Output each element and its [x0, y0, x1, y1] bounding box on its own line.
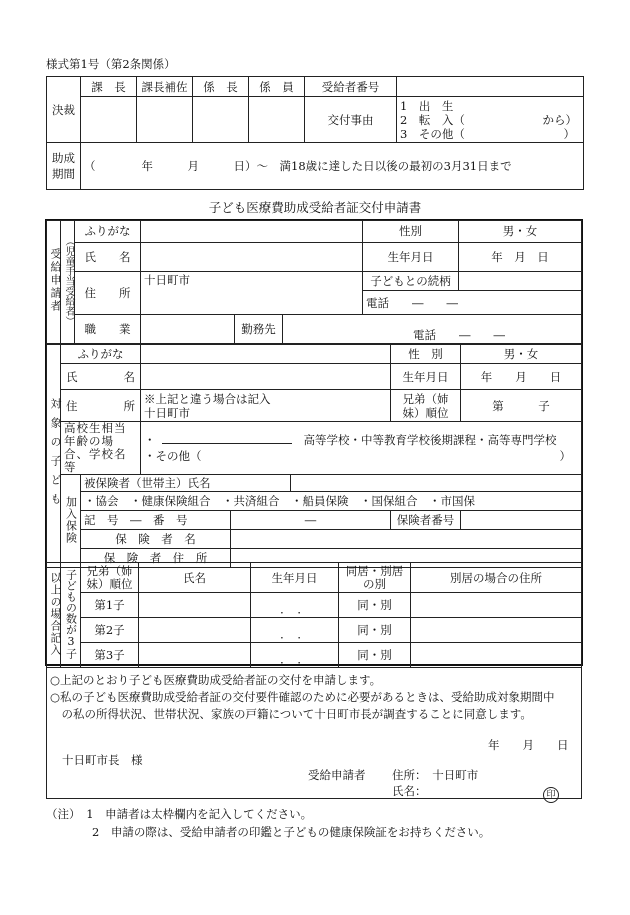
sibling-row-3-address[interactable] [411, 643, 582, 668]
sibling-row-3-order: 第3子 [81, 643, 139, 668]
applicant-job-field[interactable] [141, 315, 235, 344]
insured-name-label: 被保険者（世帯主）氏名 [81, 475, 291, 492]
insurer-name-field[interactable] [231, 530, 582, 549]
applicant-name-field[interactable] [141, 242, 363, 271]
applicant-furigana-label: ふりがな [75, 221, 141, 243]
school-field[interactable] [141, 422, 582, 475]
applicant-work-label: 勤務先 [235, 315, 283, 344]
application-date[interactable]: 年 月 日 [488, 738, 569, 752]
applicant-address-field[interactable] [141, 271, 363, 315]
applicant-dob-value[interactable]: 年 月 日 [459, 242, 582, 271]
note-2: 2 申請の際は、受給申請者の印鑑と子どもの健康保険証をお持ちください。 [46, 825, 491, 839]
consent-line-3: の私の所得状況、世帯状況、家族の戸籍について十日町市長が調査することに同意します。 [50, 707, 532, 721]
stamp-manager[interactable] [81, 97, 137, 143]
stamp-deputy[interactable] [137, 97, 193, 143]
sibling-row-2-dob[interactable]: ． ． [251, 618, 339, 643]
child-side-label: 対象の子ども [49, 397, 62, 512]
applicant-address-label: 住 所 [75, 271, 141, 315]
insurance-side-label: 加入保険 [64, 495, 78, 544]
insurer-number-field[interactable] [461, 511, 582, 530]
reason-options[interactable] [397, 97, 584, 143]
applicant-job-label: 職 業 [75, 315, 141, 344]
child-name-label: 氏 名 [61, 364, 141, 390]
child-address-note: ※上記と違う場合は記入 [144, 391, 271, 406]
school-bullet: ・ [144, 433, 156, 447]
recipient-number-field[interactable] [397, 77, 584, 97]
applicant-relation-label: 子どもとの続柄 [363, 271, 459, 291]
applicant-sex-value[interactable]: 男・女 [459, 221, 582, 243]
stamp-chief[interactable] [193, 97, 249, 143]
decision-table [46, 76, 584, 190]
insurer-address-label: 保 険 者 住 所 [81, 549, 231, 568]
recipient-number-label: 受給者番号 [305, 77, 397, 97]
sibling-order-header: 兄弟（姉妹）順位 [81, 563, 139, 593]
applicant-relation-field[interactable] [459, 271, 582, 291]
school-types: 高等学校・中等教育学校後期課程・高等専門学校 [303, 433, 557, 447]
header-chief: 係 長 [193, 77, 249, 97]
school-name-line[interactable] [162, 443, 292, 444]
child-town: 十日町市 [144, 405, 190, 420]
sibling-row-1-address[interactable] [411, 593, 582, 618]
consent-line-1: ○上記のとおり子ども医療費助成受給者証の交付を申請します。 [50, 673, 382, 687]
child-furigana-label: ふりがな [61, 345, 141, 364]
child-table [46, 344, 582, 568]
form-title: 子ども医療費助成受給者証交付申請書 [208, 200, 422, 215]
sibling-address-header: 別居の場合の住所 [411, 563, 582, 593]
insurance-types[interactable]: ・協会 ・健康保険組合 ・共済組合 ・船員保険 ・国保組合 ・市国保 [81, 492, 582, 511]
sibling-row-1-cohab[interactable]: 同・別 [339, 593, 411, 618]
school-label: 高校生相当年齢の場合、学校名等 [61, 422, 141, 475]
reason-other-close: ） [563, 126, 575, 141]
note-1: （注） 1 申請者は太枠欄内を記入してください。 [46, 807, 313, 821]
child-address-label: 住 所 [61, 390, 141, 422]
child-dob-value[interactable]: 年 月 日 [461, 364, 582, 390]
sibling-row-2-order: 第2子 [81, 618, 139, 643]
consent-line-2: ○私の子ども医療費助成受給者証の交付要件確認のために必要があるときは、受給助成対象期間中 [50, 690, 555, 704]
period-label: 助成期間 [47, 143, 81, 190]
sibling-row-3-cohab[interactable]: 同・別 [339, 643, 411, 668]
decision-label: 決裁 [47, 77, 81, 143]
header-manager: 課 長 [81, 77, 137, 97]
sign-address[interactable]: 住所： 十日町市 [392, 768, 479, 782]
child-address-field[interactable] [141, 390, 391, 422]
insurer-name-label: 保 険 者 名 [81, 530, 231, 549]
applicant-dob-label: 生年月日 [363, 242, 459, 271]
reason-birth: 1 出 生 [400, 98, 454, 113]
applicant-side-sub: （児童手当受給者） [63, 235, 74, 326]
applicant-table [46, 220, 582, 344]
seal-icon [543, 782, 559, 803]
sibling-cohab-header: 同居・別居の別 [339, 563, 411, 593]
applicant-work-tel[interactable]: 電話 ― ― [283, 315, 582, 344]
school-other: ・その他（ [144, 449, 202, 463]
sibling-row-1-dob[interactable]: ． ． [251, 593, 339, 618]
sign-applicant-label: 受給申請者 [308, 768, 366, 782]
siblings-side-label-2: 子どもの数が3子 [64, 568, 78, 659]
mayor-addressee: 十日町市長 様 [62, 753, 143, 767]
siblings-side-label: 以上の場合記入 [49, 571, 62, 656]
school-other-close: ） [559, 449, 571, 463]
sign-name[interactable]: 氏名： [392, 784, 427, 798]
sibling-name-header: 氏名 [139, 563, 251, 593]
applicant-tel[interactable]: 電話 ― ― [363, 291, 582, 315]
child-furigana-field[interactable] [141, 345, 391, 364]
reason-label: 交付事由 [305, 97, 397, 143]
header-deputy: 課長補佐 [137, 77, 193, 97]
child-order-value[interactable]: 第 子 [461, 390, 582, 422]
child-order-label: 兄弟（姉妹）順位 [391, 390, 461, 422]
applicant-name-label: 氏 名 [75, 242, 141, 271]
form-number: 様式第1号（第2条関係） [46, 57, 176, 71]
insurance-number-label: 記 号 ― 番 号 [81, 511, 231, 530]
applicant-sex-label: 性別 [363, 221, 459, 243]
header-staff: 係 員 [249, 77, 305, 97]
child-name-field[interactable] [141, 364, 391, 390]
reason-moving-in: 2 転 入（ [400, 112, 465, 127]
insurer-number-label: 保険者番号 [391, 511, 461, 530]
reason-moving-in-close: から） [542, 112, 577, 127]
applicant-town: 十日町市 [144, 272, 190, 287]
sibling-row-2-cohab[interactable]: 同・別 [339, 618, 411, 643]
applicant-side-label: 受給申請者 [49, 248, 62, 313]
child-sex-label: 性 別 [391, 345, 461, 364]
insurance-number-field[interactable]: ― [231, 511, 391, 530]
siblings-table [46, 562, 582, 668]
reason-other: 3 その他（ [400, 126, 465, 141]
sibling-row-3-dob[interactable]: ． ． [251, 643, 339, 668]
child-dob-label: 生年月日 [391, 364, 461, 390]
seal-mark: 印 [543, 787, 559, 803]
insured-name-field[interactable] [291, 475, 582, 492]
stamp-staff[interactable] [249, 97, 305, 143]
period-text: （ 年 月 日）～ 満18歳に達した日以後の最初の3月31日まで [81, 143, 584, 190]
applicant-furigana-field[interactable] [141, 221, 363, 243]
sibling-row-1-order: 第1子 [81, 593, 139, 618]
sibling-row-1-name[interactable] [139, 593, 251, 618]
child-sex-value[interactable]: 男・女 [461, 345, 582, 364]
sibling-row-2-name[interactable] [139, 618, 251, 643]
sibling-row-3-name[interactable] [139, 643, 251, 668]
sibling-dob-header: 生年月日 [251, 563, 339, 593]
sibling-row-2-address[interactable] [411, 618, 582, 643]
